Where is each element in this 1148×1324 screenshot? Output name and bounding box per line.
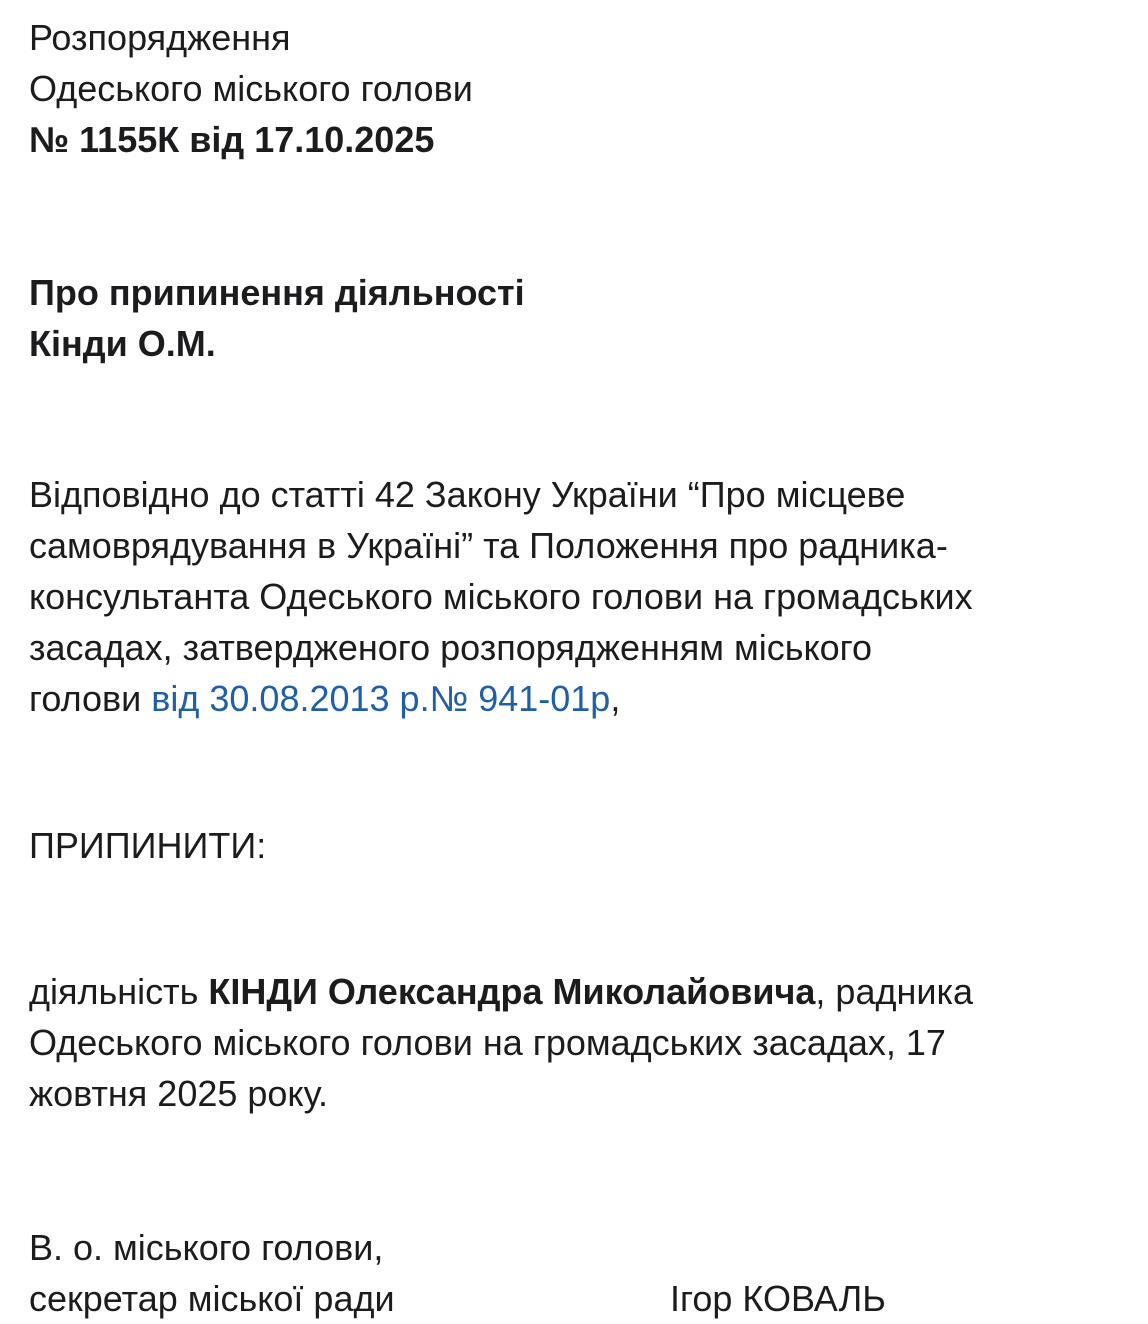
document-title [29,267,1148,369]
body-line-1-prefix: діяльність [29,971,209,1012]
body-line-3: жовтня 2025 року. [29,1073,328,1114]
body-line-1-suffix: , радника [815,971,974,1012]
reference-link[interactable]: від 30.08.2013 р.№ 941-01р [151,678,611,719]
header-doc-type: Розпорядження [29,17,291,58]
preamble-line-3: консультанта Одеського міського голови на громадських [29,576,973,617]
preamble-line-2: самоврядування в Україні” та Положення про радника- [29,525,948,566]
header-issuer: Одеського міського голови [29,68,473,109]
order-directive [29,820,1148,871]
preamble-line-1: Відповідно до статті 42 Закону України “Про місцеве [29,474,906,515]
signer-position-line-2: секретар міської ради [29,1278,395,1319]
preamble-line-4: засадах, затвердженого розпорядженням міського [29,627,873,668]
signer-position-line-1: В. о. міського голови, [29,1227,384,1268]
body-line-1 [29,966,1148,1017]
body-line-2: Одеського міського голови на громадських засадах, 17 [29,1022,946,1063]
preamble-line-5-suffix: , [610,678,621,719]
preamble-line-5 [29,673,1148,724]
preamble-line-5-prefix: голови [29,678,152,719]
header-number-date: № 1155К від 17.10.2025 [29,119,435,160]
signer-name: Ігор КОВАЛЬ [670,1278,886,1319]
order-word: ПРИПИНИТИ: [29,825,267,866]
title-line-2: Кінди О.М. [29,323,216,364]
preamble-paragraph [29,469,1148,724]
document-header [29,12,1148,165]
body-paragraph [29,966,1148,1119]
person-name: КІНДИ Олександра Миколайовича [208,971,816,1012]
title-line-1: Про припинення діяльності [29,272,525,313]
signature-row [29,1273,1148,1324]
signature-block [29,1222,1148,1324]
